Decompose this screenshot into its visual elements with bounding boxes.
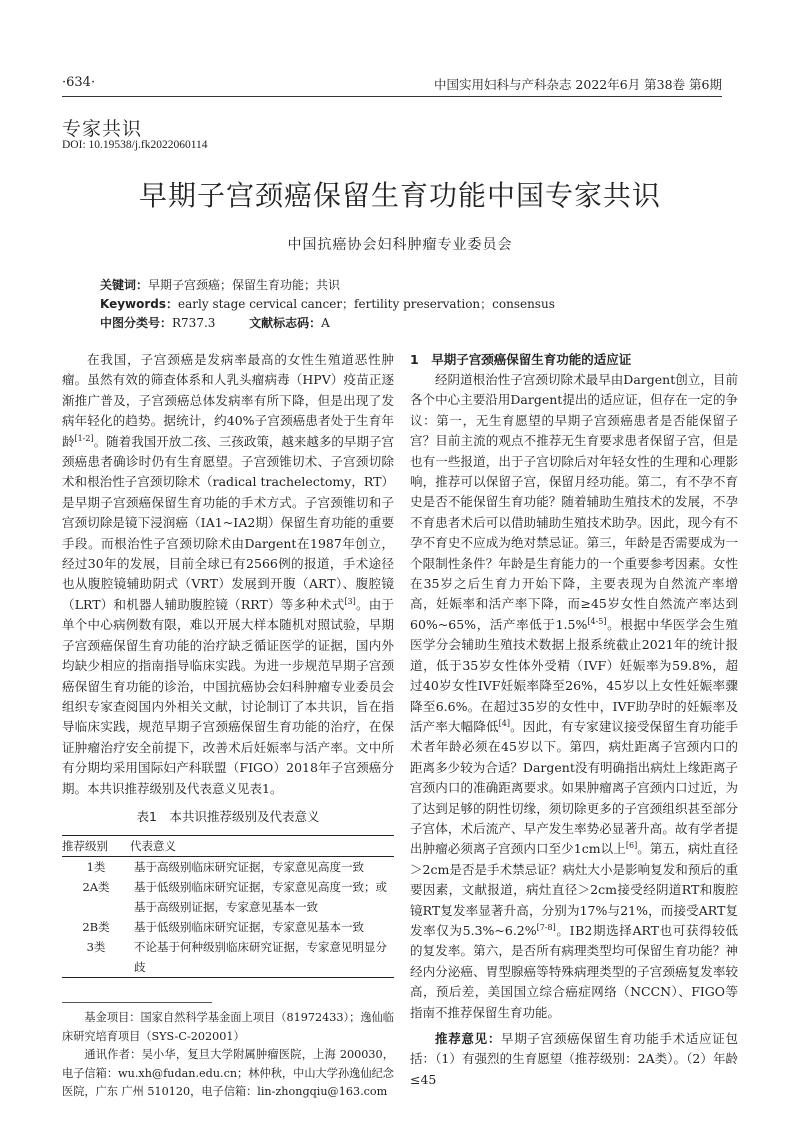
left-column: [62, 350, 394, 1102]
citation: [7-8]: [536, 922, 556, 932]
right-column: [410, 350, 738, 1090]
table-cell: 不论基于何种级别临床研究证据，专家意见明显分歧: [134, 940, 387, 975]
table-row: [62, 937, 394, 978]
citation: [3]: [344, 596, 356, 606]
table-row: [62, 917, 394, 937]
table-header-cell: 推荐级别: [62, 839, 108, 854]
keywords-cn-text: 早期子宫颈癌；保留生育功能；共识: [148, 278, 341, 292]
keywords-en-text: early stage cervical cancer；fertility preservation；consensus: [178, 297, 555, 311]
table-header-cell: 代表意义: [130, 839, 176, 854]
recommendation-paragraph: [410, 1029, 738, 1090]
journal-citation: 中国实用妇科与产科杂志 2022年6月 第38卷 第6期: [433, 77, 722, 92]
citation: [4]: [498, 718, 510, 728]
intro-paragraph: 在我国，子宫颈癌是发病率最高的女性生殖道恶性肿瘤。虽然有效的筛查体系和人乳头瘤病毒（HPV）疫苗正逐渐推广普及，子宫颈癌总体发病率有所下降，但是出现了发病年轻化的趋势。据统计，约40%子宫颈癌患者处于生育年龄[1-2]。随着我国开放二孩、三孩政策，越来越多的早期子宫颈癌患者确诊时仍有生育愿望。子宫颈锥切术、子宫颈切除术和根治性子宫颈切除术（radical trachelectomy，RT）是早期子宫颈癌保留生育功能的手术方式。子宫颈锥切和子宫颈切除是镜下浸润癌（ⅠA1~ⅠA2期）保留生育功能的重要手段。而根治性子宫颈切除术由Dargent在1987年创立，经过30年的发展，目前全球已有2566例的报道，手术途径也从腹腔镜辅助阴式（VRT）发展到开腹（ART）、腹腔镜（LRT）和机器人辅助腹腔镜（RRT）等多种术式[3]。由于单个中心病例数有限，难以开展大样本随机对照试验，早期子宫颈癌保留生育功能的治疗缺乏循证医学的证据，国内外均缺少相应的指南指导临床实践。为进一步规范早期子宫颈癌保留生育功能的诊治，中国抗癌协会妇科肿瘤专业委员会组织专家查阅国内外相关文献，讨论制订了本共识，旨在指导临床实践，规范早期子宫颈癌保留生育功能的治疗，在保证肿瘤治疗安全前提下，改善术后妊娠率与活产率。文中所有分期均采用国际妇产科联盟（FIGO）2018年子宫颈癌分期。本共识推荐级别及代表意义见表1。: [62, 352, 394, 796]
citation: [1-2]: [74, 433, 94, 443]
recommendation-table: [62, 835, 394, 978]
funding-footnote: 基金项目：国家自然科学基金面上项目（81972433）；逸仙临床研究培育项目（SYS-C-202001）: [62, 1011, 394, 1043]
page-number: ·634·: [62, 75, 96, 90]
table-cell: 3类: [86, 940, 106, 955]
citation: [4-5]: [587, 616, 607, 626]
doi: DOI: 10.19538/j.fk2022060114: [62, 139, 208, 151]
table-cell: 2B类: [82, 920, 110, 935]
citation: [6]: [625, 841, 638, 851]
section-label: 专家共识: [62, 118, 143, 140]
article-title: 早期子宫颈癌保留生育功能中国专家共识: [138, 179, 661, 212]
footnote-divider: [62, 1002, 212, 1003]
article-authors: 中国抗癌协会妇科肿瘤专业委员会: [287, 237, 513, 253]
table-cell: 1类: [86, 860, 106, 875]
clc-value: R737.3: [172, 316, 216, 330]
doc-code-value: A: [321, 316, 330, 330]
table-cell: 2A类: [82, 880, 110, 895]
table-row: [62, 857, 394, 878]
recommendation-label: 推荐意见：: [435, 1031, 502, 1046]
recommendation-text: 早期子宫颈癌保留生育功能手术适应证包括：（1）有强烈的生育愿望（推荐级别：2A类）。（2）年龄≤45: [410, 1031, 738, 1087]
table-cell: 基于低级别临床研究证据，专家意见高度一致；或基于高级别证据，专家意见基本一致: [134, 880, 387, 915]
corresponding-author-footnote: 通讯作者：吴小华，复旦大学附属肿瘤医院，上海 200030，电子信箱：wu.xh@fudan.edu.cn；林仲秋，中山大学孙逸仙纪念医院，广东 广州 510120，电子信箱：lin-zhongqiu@163.com: [62, 1048, 394, 1099]
table-title: 表1 本共识推荐级别及代表意义: [136, 808, 320, 824]
doc-code-label: 文献标志码：: [249, 316, 322, 330]
keywords-en-label: Keywords：: [100, 297, 179, 311]
table-cell: 基于低级别临床研究证据，专家意见基本一致: [134, 920, 364, 935]
table-row: [62, 877, 394, 917]
section-heading: 1 早期子宫颈癌保留生育功能的适应证: [410, 352, 632, 367]
header-divider: [62, 96, 722, 97]
table-cell: 基于高级别临床研究证据，专家意见高度一致: [134, 860, 364, 875]
classification: [100, 314, 330, 333]
keywords-cn: [100, 276, 340, 295]
keywords-en: [100, 295, 555, 314]
table-header-row: [62, 836, 394, 857]
keywords-cn-label: 关键词：: [100, 278, 149, 292]
clc-label: 中图分类号：: [100, 316, 173, 330]
indications-paragraph: 经阴道根治性子宫颈切除术最早由Dargent创立，目前各个中心主要沿用Dargent提出的适应证，但存在一定的争议：第一，无生育愿望的早期子宫颈癌患者是否能保留子宫？目前主流的观点不推荐无生育要求患者保留子宫，但是也有一些报道，出于子宫切除后对年轻女性的生理和心理影响，推荐可以保留子宫，保留月经功能。第二，有不孕不育史是否不能保留生育功能？随着辅助生殖技术的发展，不孕不育患者术后可以借助辅助生殖技术助孕。因此，现今有不孕不育史不应成为绝对禁忌证。第三，年龄是否需要成为一个限制性条件？年龄是生育能力的一个重要参考因素。女性在35岁之后生育力开始下降，主要表现为自然流产率增高，妊娠率和活产率下降，而≥45岁女性自然流产率达到60%~65%，活产率低于1.5%[4-5]。根据中华医学会生殖医学分会辅助生殖技术数据上报系统截止2021年的统计报道，低于35岁女性体外受精（IVF）妊娠率为59.8%，超过40岁女性IVF妊娠率降至26%，45岁以上女性妊娠率骤降至6.6%。在超过35岁的女性中，IVF助孕时的妊娠率及活产率大幅降低[4]。因此，有专家建议接受保留生育功能手术者年龄必须在45岁以下。第四，病灶距离子宫颈内口的距离多少较为合适？Dargent没有明确指出病灶上缘距离子宫颈内口的准确距离要求。如果肿瘤离子宫颈内口过近，为了达到足够的阴性切缘，须切除更多的子宫颈组织甚至部分子宫体，术后流产、早产发生率势必显著升高。故有学者提出肿瘤必须离子宫颈内口至少1cm以上[6]。第五，病灶直径＞2cm是否是手术禁忌证？病灶大小是影响复发和预后的重要因素，文献报道，病灶直径＞2cm接受经阴道RT和腹腔镜RT复发率显著升高，分别为17%与21%，而接受ART复发率仅为5.3%~6.2%[7-8]。ⅠB2期选择ART也可获得较低的复发率。第六，是否所有病理类型均可保留生育功能？神经内分泌癌、胃型腺癌等特殊病理类型的子宫颈癌复发率较高，预后差，美国国立综合癌症网络（NCCN）、FIGO等指南不推荐保留生育功能。: [410, 372, 738, 1020]
